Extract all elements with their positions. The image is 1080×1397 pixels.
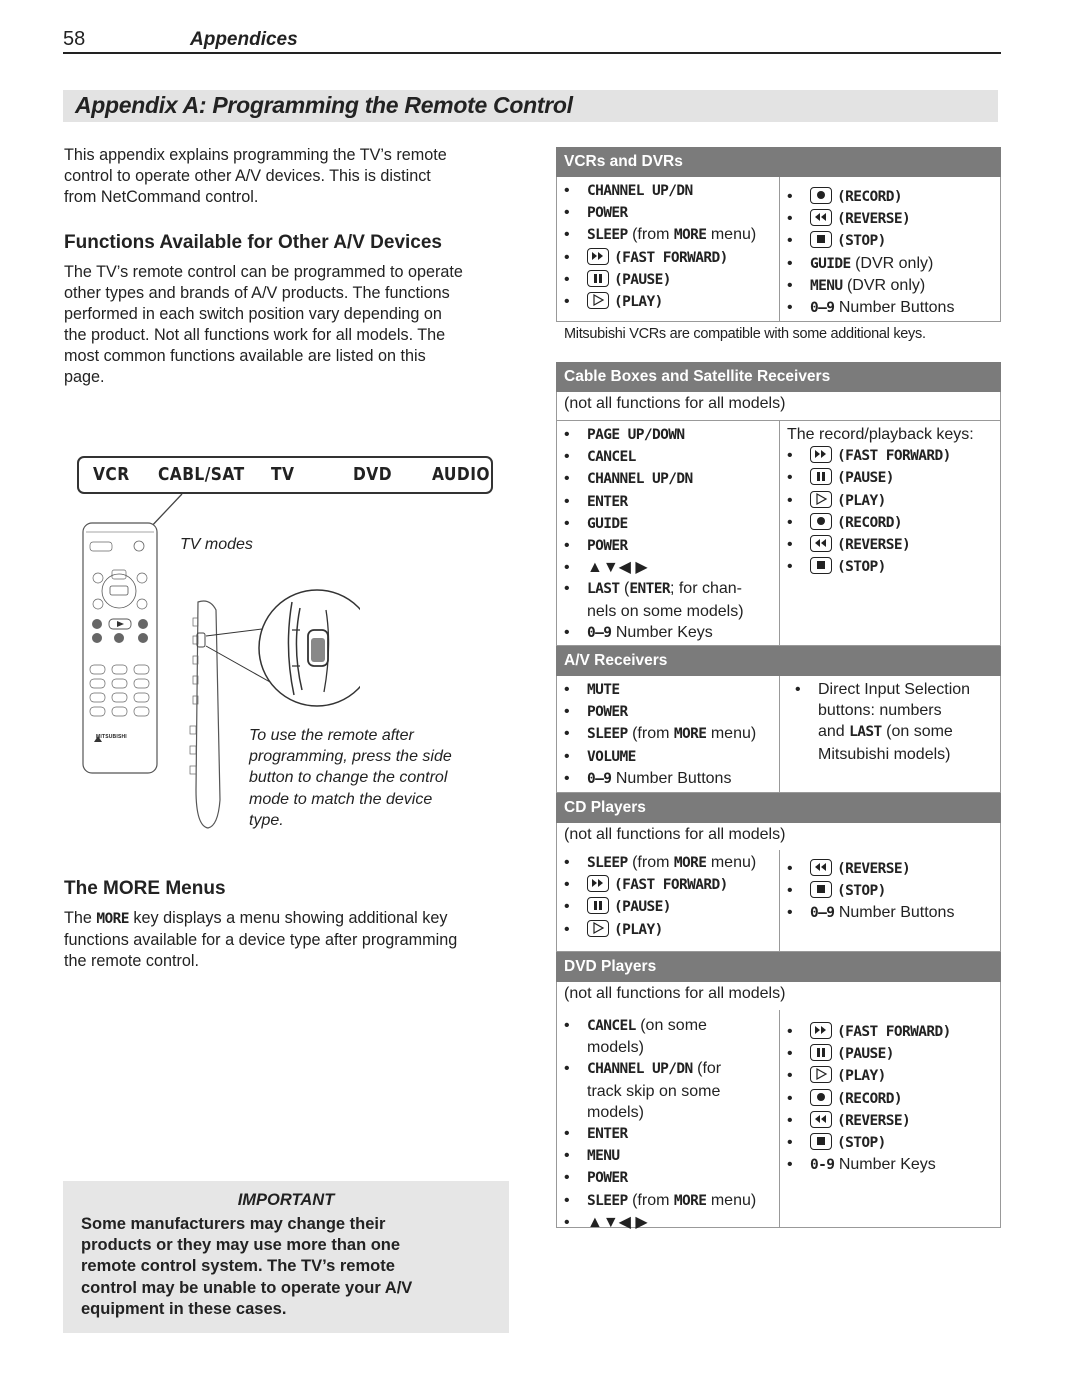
- list-item: • (PLAY): [779, 1065, 951, 1087]
- table-header: DVD Players: [556, 952, 1001, 982]
- record-icon: [810, 513, 832, 530]
- list-item: • ENTER: [556, 491, 744, 513]
- list-item: • GUIDE (DVR only): [779, 253, 954, 275]
- list-item: nels on some models): [587, 602, 744, 620]
- mode-dvd: DVD: [353, 464, 392, 485]
- list-item: • GUIDE: [556, 513, 744, 535]
- text-line: To use the remote after: [249, 727, 414, 744]
- stop-icon: [810, 881, 832, 898]
- list-item: • (PLAY): [556, 919, 756, 941]
- functions-heading: Functions Available for Other A/V Devices: [64, 232, 442, 253]
- appendix-title-bar: [63, 90, 998, 122]
- stop-icon: [810, 231, 832, 248]
- list-item: • (FAST FORWARD): [779, 445, 974, 467]
- table-header: CD Players: [556, 793, 1001, 823]
- vcr-right-list: [779, 186, 954, 319]
- list-item: • (STOP): [779, 1132, 951, 1154]
- list-item: • 0–9 Number Buttons: [779, 902, 954, 924]
- text-line: programming, press the side: [249, 748, 452, 766]
- list-item: • (REVERSE): [779, 858, 954, 880]
- pause-icon: [810, 1044, 832, 1061]
- cable-note: (not all functions for all models): [564, 395, 786, 412]
- mode-cabl-sat: CABL/SAT: [158, 464, 245, 485]
- list-item: • SLEEP (from MORE menu): [556, 723, 756, 745]
- vcr-left-list: [556, 180, 756, 313]
- column-divider: [779, 676, 780, 793]
- list-item: • POWER: [556, 535, 744, 557]
- text-line: products or they may use more than one: [81, 1236, 401, 1255]
- arrow-keys-icon: ▲▼◀ ▶: [587, 559, 648, 577]
- list-item: track skip on some: [587, 1082, 721, 1100]
- list-item: buttons: numbers: [818, 702, 942, 720]
- text-line: page.: [64, 368, 105, 386]
- list-item: • CHANNEL UP/DN: [556, 180, 756, 202]
- list-item: • POWER: [556, 701, 756, 723]
- list-item: • ENTER: [556, 1123, 756, 1145]
- list-item: • MENU (DVR only): [779, 275, 954, 297]
- list-item: • (PAUSE): [779, 467, 974, 489]
- list-item: • (RECORD): [779, 186, 954, 208]
- list-item: • (REVERSE): [779, 1110, 951, 1132]
- cd-note: (not all functions for all models): [564, 826, 786, 843]
- list-item: [556, 1212, 756, 1233]
- pause-icon: [587, 897, 609, 914]
- list-item: • CANCEL (on some: [556, 1015, 756, 1037]
- table-header: VCRs and DVRs: [556, 147, 1001, 177]
- section-name: Appendices: [190, 29, 298, 50]
- cable-left-list: [556, 424, 744, 644]
- reverse-icon: [810, 535, 832, 552]
- more-menus-heading: The MORE Menus: [64, 878, 226, 899]
- record-icon: [810, 1089, 832, 1106]
- text-line: the remote control.: [64, 952, 199, 970]
- list-item: • (PAUSE): [556, 269, 756, 291]
- list-item: • SLEEP (from MORE menu): [556, 224, 756, 246]
- vcr-note: Mitsubishi VCRs are compatible with some additional keys.: [564, 326, 926, 342]
- fast-forward-icon: [587, 248, 609, 265]
- text-line: button to change the control: [249, 769, 448, 787]
- mode-vcr: VCR: [93, 464, 130, 485]
- stop-icon: [810, 557, 832, 574]
- remote-brand-logo: MITSUBISHI: [96, 734, 127, 740]
- list-item: • (PLAY): [779, 490, 974, 512]
- cd-left-list: [556, 852, 756, 941]
- list-item: The record/playback keys:: [787, 426, 974, 443]
- play-icon: [587, 920, 609, 937]
- text-line: type.: [249, 811, 284, 829]
- list-item: • MENU: [556, 1145, 756, 1167]
- list-item: and LAST (on some: [818, 723, 953, 741]
- list-item: • (RECORD): [779, 512, 974, 534]
- important-box: [63, 1181, 509, 1333]
- pause-icon: [810, 468, 832, 485]
- list-item: • (STOP): [779, 556, 974, 578]
- list-item: • 0–9 Number Buttons: [556, 768, 756, 790]
- text-line: most common functions available are listed on this: [64, 347, 426, 365]
- list-item: • (FAST FORWARD): [556, 874, 756, 896]
- text-line: other types and brands of A/V products. The functions: [64, 284, 450, 302]
- list-item: • CANCEL: [556, 446, 744, 468]
- list-item: Mitsubishi models): [818, 745, 951, 763]
- dvd-left-list: [556, 1015, 756, 1233]
- pause-icon: [587, 270, 609, 287]
- play-icon: [810, 1066, 832, 1083]
- list-item: • (STOP): [779, 880, 954, 902]
- list-item: • (FAST FORWARD): [779, 1021, 951, 1043]
- list-item: [556, 557, 744, 578]
- table-header: A/V Receivers: [556, 646, 1001, 676]
- list-item: • CHANNEL UP/DN: [556, 468, 744, 490]
- text-line: equipment in these cases.: [81, 1299, 287, 1318]
- table-header: Cable Boxes and Satellite Receivers: [556, 362, 1001, 392]
- list-item: • POWER: [556, 202, 756, 224]
- list-item: • LAST (ENTER; for chan-: [556, 578, 744, 600]
- text-line: control may be unable to operate your A/V: [81, 1278, 413, 1297]
- dvd-note: (not all functions for all models): [564, 985, 786, 1002]
- av-left-list: [556, 679, 756, 790]
- list-item: • VOLUME: [556, 746, 756, 768]
- list-item: • (REVERSE): [779, 534, 974, 556]
- text-line: mode to match the device: [249, 790, 433, 808]
- list-item: • 0–9 Number Keys: [556, 622, 744, 644]
- intro-paragraph: [64, 145, 447, 208]
- fast-forward-icon: [810, 1022, 832, 1039]
- list-item: • (PLAY): [556, 291, 756, 313]
- text-line: performed in each switch position vary depending on: [64, 305, 442, 323]
- text-line: remote control system. The TV’s remote: [81, 1257, 395, 1276]
- tv-modes-caption: TV modes: [180, 536, 253, 553]
- fast-forward-icon: [587, 875, 609, 892]
- page-number: 58: [63, 28, 86, 50]
- list-item: • PAGE UP/DOWN: [556, 424, 744, 446]
- list-item: • (STOP): [779, 230, 954, 252]
- av-right-list: [787, 679, 970, 765]
- list-item: models): [587, 1103, 644, 1121]
- record-icon: [810, 187, 832, 204]
- list-item: • Direct Input Selection: [787, 679, 970, 700]
- arrow-keys-icon: ▲▼◀ ▶: [587, 1213, 648, 1231]
- play-icon: [587, 292, 609, 309]
- list-item: models): [587, 1039, 644, 1057]
- text-line: control to operate other A/V devices. This is distinct: [64, 167, 431, 185]
- text-line: The MORE key displays a menu showing additional key: [64, 909, 448, 927]
- important-title: IMPORTANT: [237, 1191, 335, 1209]
- reverse-icon: [810, 859, 832, 876]
- functions-paragraph: [64, 262, 463, 388]
- list-item: • (PAUSE): [556, 896, 756, 918]
- play-icon: [810, 491, 832, 508]
- mode-tv: TV: [271, 464, 295, 485]
- list-item: • SLEEP (from MORE menu): [556, 852, 756, 874]
- text-line: the product. Not all functions work for all models. The: [64, 326, 446, 344]
- side-button-zoom: [259, 590, 360, 706]
- text-line: This appendix explains programming the TV’s remote: [64, 146, 447, 164]
- text-line: The TV’s remote control can be programmed to operate: [64, 263, 463, 281]
- list-item: • CHANNEL UP/DN (for: [556, 1058, 756, 1080]
- list-item: • POWER: [556, 1167, 756, 1189]
- stop-icon: [810, 1133, 832, 1150]
- text-line: from NetCommand control.: [64, 188, 259, 206]
- list-item: • MUTE: [556, 679, 756, 701]
- cable-right-list: [779, 424, 974, 578]
- reverse-icon: [810, 209, 832, 226]
- list-item: • (FAST FORWARD): [556, 247, 756, 269]
- cd-right-list: [779, 858, 954, 925]
- mode-switch-bar: [77, 456, 493, 494]
- list-item: • 0–9 Number Buttons: [779, 297, 954, 319]
- dvd-right-list: [779, 1021, 951, 1176]
- mode-audio: AUDIO: [432, 464, 490, 485]
- text-line: functions available for a device type after programming: [64, 931, 458, 949]
- fast-forward-icon: [810, 446, 832, 463]
- appendix-title: Appendix A: Programming the Remote Control: [75, 92, 573, 118]
- list-item: • SLEEP (from MORE menu): [556, 1190, 756, 1212]
- page-header: [63, 28, 1001, 54]
- more-paragraph: [64, 908, 457, 972]
- list-item: • (REVERSE): [779, 208, 954, 230]
- text-line: Some manufacturers may change their: [81, 1215, 386, 1233]
- list-item: • (RECORD): [779, 1088, 951, 1110]
- list-item: • 0-9 Number Keys: [779, 1154, 951, 1176]
- important-text: [81, 1214, 501, 1320]
- reverse-icon: [810, 1111, 832, 1128]
- remote-caption: [249, 725, 452, 831]
- list-item: • (PAUSE): [779, 1043, 951, 1065]
